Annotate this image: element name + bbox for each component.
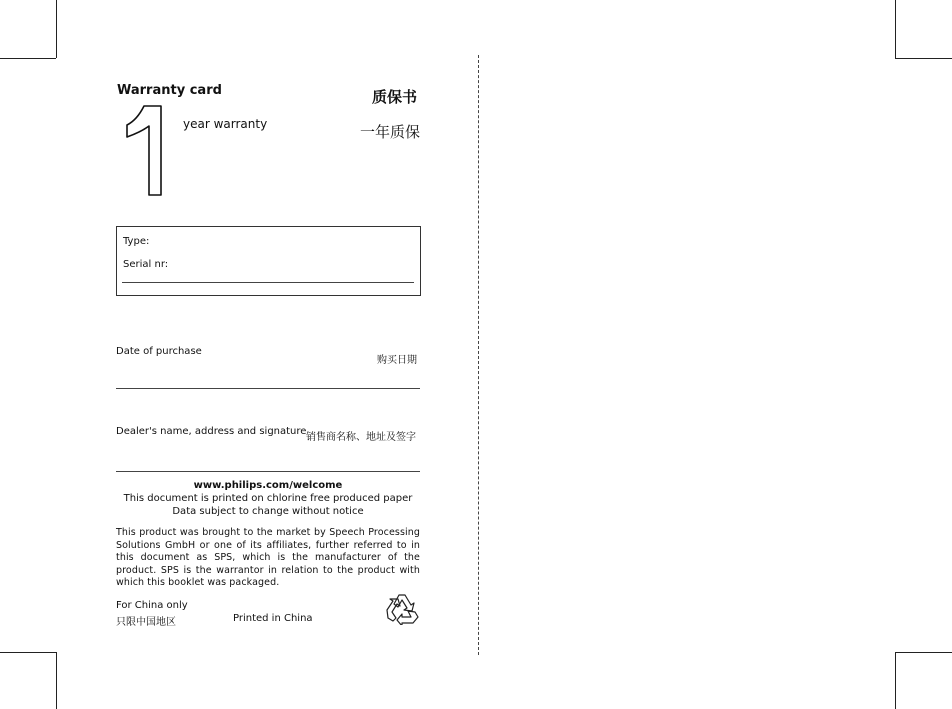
title-english: Warranty card <box>117 83 222 98</box>
dealer-write-line <box>116 471 420 472</box>
title-chinese: 质保书 <box>372 88 418 106</box>
printed-in: Printed in China <box>233 613 313 624</box>
serial-write-line <box>122 282 414 283</box>
product-info-box <box>116 226 421 296</box>
website-link[interactable]: www.philips.com/welcome <box>193 480 343 491</box>
warranty-years: 1 <box>117 100 118 101</box>
paper-note: This document is printed on chlorine free produced paper <box>123 493 413 504</box>
dealer-label-english: Dealer's name, address and signature <box>116 426 307 437</box>
warranty-label-chinese: 一年质保 <box>360 123 421 141</box>
crop-mark-top-right-v <box>895 0 896 58</box>
china-only-chinese: 只限中国地区 <box>116 617 176 628</box>
purchase-label-english: Date of purchase <box>116 346 202 357</box>
fold-line <box>478 55 479 655</box>
dealer-label-chinese: 销售商名称、地址及签字 <box>306 432 416 443</box>
purchase-write-line <box>116 388 420 389</box>
crop-mark-bottom-right-v <box>895 652 896 709</box>
footer-notes <box>116 479 420 518</box>
crop-mark-bottom-left-h <box>0 652 56 653</box>
type-label: Type: <box>123 236 150 247</box>
crop-mark-bottom-right-h <box>895 652 952 653</box>
warranty-label-english: year warranty <box>183 117 268 131</box>
crop-mark-top-right-h <box>895 58 952 59</box>
change-note: Data subject to change without notice <box>172 506 364 517</box>
crop-mark-top-left-v <box>56 0 57 58</box>
crop-mark-top-left-h <box>0 58 56 59</box>
recycle-icon <box>385 591 421 625</box>
purchase-label-chinese: 购买日期 <box>377 355 417 366</box>
legal-paragraph: This product was brought to the market by Speech Processing Solutions GmbH or one of its affiliates, further referred to in this document as SPS, which is the manufacturer of the product. SPS is the warrantor in relation to the product with which this booklet was packaged. <box>116 527 420 589</box>
serial-label: Serial nr: <box>123 259 169 270</box>
outlined-digit-one-icon <box>117 100 167 200</box>
china-only-english: For China only <box>116 600 188 611</box>
crop-mark-bottom-left-v <box>56 652 57 709</box>
